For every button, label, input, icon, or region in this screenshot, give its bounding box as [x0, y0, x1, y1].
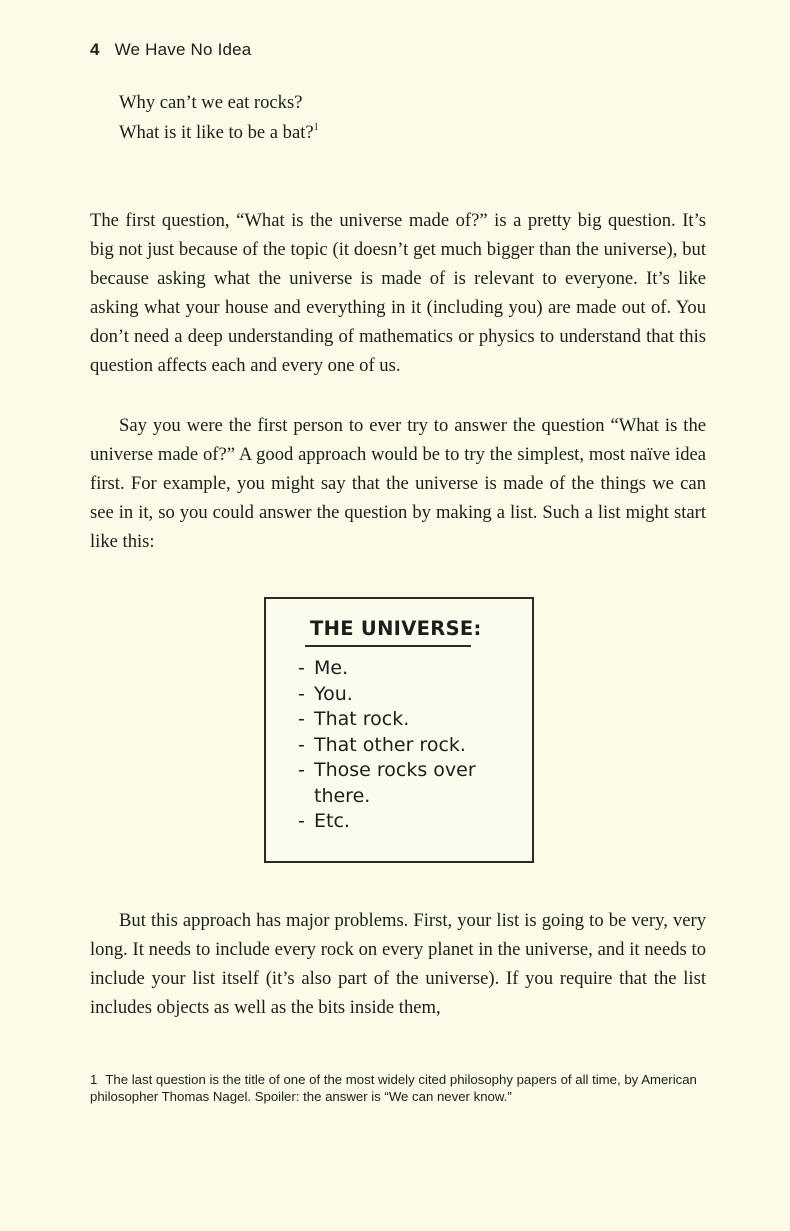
list-item: - You. [298, 682, 353, 705]
list-item: - That rock. [298, 708, 410, 730]
footnote-marker: 1 [313, 122, 319, 133]
paragraph-3 [90, 906, 706, 1022]
question-line: Why can’t we eat rocks? [119, 92, 303, 113]
list-item: - Those rocks over [298, 759, 476, 781]
paragraph-1 [90, 206, 706, 381]
running-head [90, 40, 251, 60]
footnote-number: 1 [90, 1072, 98, 1087]
paragraph-text: The first question, “What is the universe made of?” is a pretty big question. It’s big not just because of the topic (it doesn’t get much bigger than the universe), but because asking what the universe is made of is relevant to everyone. It’s like asking what your house and everything in it (including you) are made out of. You don’t need a deep understanding of mathematics or physics to understand that this question affects each and every one of us. [90, 210, 706, 377]
list-item: - Me. [298, 657, 349, 679]
universe-list-illustration [264, 597, 534, 863]
list-item-continuation: there. [314, 784, 371, 807]
footnote [90, 1072, 710, 1105]
question-line: What is it like to be a bat?$^1$ [119, 122, 319, 143]
paragraph-text: But this approach has major problems. First, your list is going to be very, very long. It needs to include every rock on every planet in the universe, and it needs to include your list itself (it’s also part of the universe). If you require that the list includes objects as well as the bits inside them, [90, 910, 706, 1019]
list-items [298, 656, 476, 835]
running-head-title: We Have No Idea [114, 40, 252, 59]
list-item: - That other rock. [298, 733, 466, 756]
paragraph-text: Say you were the first person to ever try to answer the question “What is the universe made of?” A good approach would be to try the simplest, most naïve idea first. For example, you might say that the universe is made of the things we can see in it, so you could answer the question by making a list. Such a list might start like this: [90, 415, 706, 553]
list-title: THE UNIVERSE: [310, 617, 482, 640]
question-list [119, 88, 319, 148]
paragraph-2 [90, 411, 706, 556]
page-number: 4 [90, 40, 100, 59]
list-title-underline [305, 645, 471, 647]
list-item: - Etc. [298, 810, 350, 832]
footnote-text: The last question is the title of one of the most widely cited philosophy papers of all time, by American philosopher Thomas Nagel. Spoiler: the answer is “We can never know.” [90, 1072, 697, 1104]
